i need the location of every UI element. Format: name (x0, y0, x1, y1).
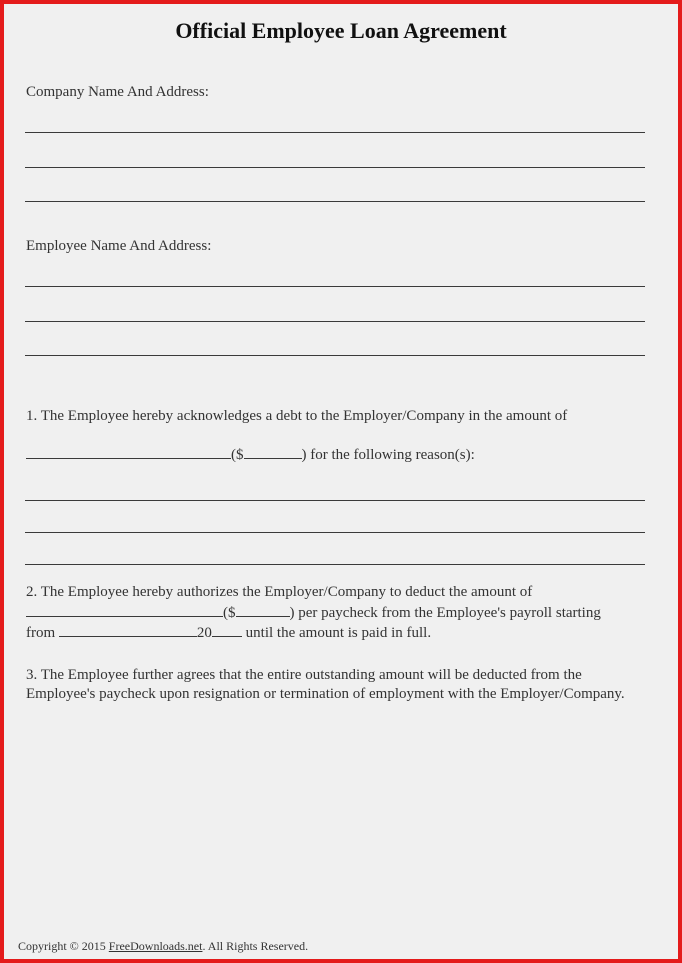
copyright-footer (18, 939, 308, 954)
clause-1-paren-open: ($ (231, 447, 244, 463)
company-name-address-label: Company Name And Address: (26, 84, 209, 100)
deduction-amount-dollars-blank[interactable] (236, 604, 290, 617)
clause-2-paren-open: ($ (223, 605, 236, 621)
reason-line-1[interactable] (25, 500, 645, 501)
employee-address-line-2[interactable] (25, 321, 645, 322)
debt-amount-words-blank[interactable] (26, 446, 231, 459)
employee-address-line-1[interactable] (25, 286, 645, 287)
clause-2-line-1: 2. The Employee hereby authorizes the Employer/Company to deduct the amount of (26, 584, 533, 600)
clause-2-line-2-rest: ) per paycheck from the Employee's payroll starting (289, 605, 601, 621)
clause-2-year-prefix: 20 (196, 625, 212, 641)
clause-2-line-3 (26, 624, 431, 642)
company-address-line-1[interactable] (25, 132, 645, 133)
clause-3-text: 3. The Employee further agrees that the entire outstanding amount will be deducted from the Employee's paycheck upon resignation or termination of employment with the Employer/Company. (26, 667, 625, 702)
clause-2-line-2 (26, 604, 601, 622)
company-address-line-3[interactable] (25, 201, 645, 202)
company-address-line-2[interactable] (25, 167, 645, 168)
employee-address-line-3[interactable] (25, 355, 645, 356)
footer-link[interactable]: FreeDownloads.net (108, 939, 203, 953)
start-date-blank[interactable] (59, 624, 197, 637)
clause-1-reason-text: ) for the following reason(s): (301, 447, 475, 463)
clause-2-from-word: from (26, 625, 56, 641)
clause-1-text: 1. The Employee hereby acknowledges a debt to the Employer/Company in the amount of (26, 408, 568, 424)
document-title: Official Employee Loan Agreement (175, 18, 507, 43)
reason-line-3[interactable] (25, 564, 645, 565)
clause-1-amount-row (26, 446, 475, 464)
debt-amount-dollars-blank[interactable] (244, 446, 302, 459)
footer-suffix: . All Rights Reserved. (202, 939, 309, 953)
document-page (4, 4, 678, 959)
clause-2-line-3-rest: until the amount is paid in full. (245, 625, 432, 641)
employee-name-address-label: Employee Name And Address: (26, 238, 212, 254)
reason-line-2[interactable] (25, 532, 645, 533)
start-year-blank[interactable] (212, 624, 242, 637)
deduction-amount-words-blank[interactable] (26, 604, 223, 617)
footer-prefix: Copyright © 2015 (18, 939, 109, 953)
